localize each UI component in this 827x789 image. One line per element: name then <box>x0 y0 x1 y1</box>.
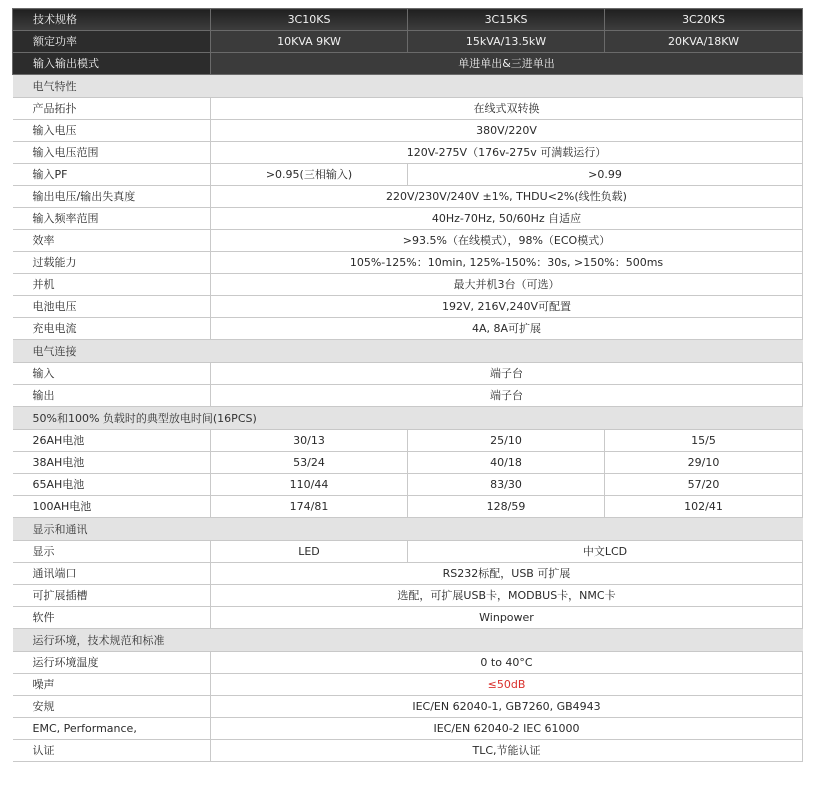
table-row <box>13 98 803 120</box>
table-row <box>13 252 803 274</box>
table-row <box>13 585 803 607</box>
rated-power-value: 15kVA/13.5kW <box>408 31 605 53</box>
row-label: 65AH电池 <box>13 474 211 496</box>
row-label: 输入电压 <box>13 120 211 142</box>
table-row <box>13 385 803 407</box>
row-label: 过载能力 <box>13 252 211 274</box>
row-value: IEC/EN 62040-1, GB7260, GB4943 <box>211 696 803 718</box>
row-value: RS232标配，USB 可扩展 <box>211 563 803 585</box>
row-label: 效率 <box>13 230 211 252</box>
model-3c10ks: 3C10KS <box>211 9 408 31</box>
section-header-electrical <box>13 75 803 98</box>
row-value: 105%-125%：10min, 125%-150%：30s, >150%：500ms <box>211 252 803 274</box>
table-row <box>13 541 803 563</box>
spec-table <box>12 8 803 762</box>
row-value: 最大并机3台（可选） <box>211 274 803 296</box>
table-row <box>13 318 803 340</box>
io-mode-label: 输入输出模式 <box>13 53 211 75</box>
table-row <box>13 696 803 718</box>
row-label: 噪声 <box>13 674 211 696</box>
table-row <box>13 208 803 230</box>
row-label: 输出 <box>13 385 211 407</box>
row-value: 220V/230V/240V ±1%, THDU<2%(线性负载) <box>211 186 803 208</box>
row-label: 运行环境温度 <box>13 652 211 674</box>
table-row <box>13 718 803 740</box>
spec-header-label: 技术规格 <box>13 9 211 31</box>
row-value: >93.5%（在线模式），98%（ECO模式） <box>211 230 803 252</box>
rated-power-row <box>13 31 803 53</box>
row-value: 4A, 8A可扩展 <box>211 318 803 340</box>
row-value: >0.95(三相输入) <box>211 164 408 186</box>
table-row <box>13 430 803 452</box>
row-label: 输出电压/输出失真度 <box>13 186 211 208</box>
row-label: EMC, Performance, <box>13 718 211 740</box>
table-row <box>13 474 803 496</box>
row-label: 充电电流 <box>13 318 211 340</box>
table-row <box>13 296 803 318</box>
row-value: 83/30 <box>408 474 605 496</box>
section-header-discharge <box>13 407 803 430</box>
noise-value: ≤50dB <box>211 674 803 696</box>
rated-power-value: 10KVA 9KW <box>211 31 408 53</box>
row-value: 174/81 <box>211 496 408 518</box>
row-value: 30/13 <box>211 430 408 452</box>
table-row <box>13 186 803 208</box>
section-title: 50%和100% 负载时的典型放电时间(16PCS) <box>13 407 803 430</box>
row-label: 安规 <box>13 696 211 718</box>
model-3c15ks: 3C15KS <box>408 9 605 31</box>
row-value: 25/10 <box>408 430 605 452</box>
row-value: 192V, 216V,240V可配置 <box>211 296 803 318</box>
row-label: 输入PF <box>13 164 211 186</box>
row-label: 电池电压 <box>13 296 211 318</box>
row-value: 端子台 <box>211 385 803 407</box>
row-value: 40/18 <box>408 452 605 474</box>
row-label: 可扩展插槽 <box>13 585 211 607</box>
table-row <box>13 740 803 762</box>
table-row <box>13 452 803 474</box>
table-row <box>13 674 803 696</box>
table-row <box>13 652 803 674</box>
section-header-environment <box>13 629 803 652</box>
section-title: 电气特性 <box>13 75 803 98</box>
row-label: 并机 <box>13 274 211 296</box>
row-label: 38AH电池 <box>13 452 211 474</box>
row-label: 输入电压范围 <box>13 142 211 164</box>
table-row <box>13 363 803 385</box>
row-value: >0.99 <box>408 164 803 186</box>
row-value: LED <box>211 541 408 563</box>
row-value: 在线式双转换 <box>211 98 803 120</box>
row-label: 产品拓扑 <box>13 98 211 120</box>
row-value: 0 to 40°C <box>211 652 803 674</box>
section-header-connection <box>13 340 803 363</box>
row-label: 通讯端口 <box>13 563 211 585</box>
table-row <box>13 120 803 142</box>
table-row <box>13 563 803 585</box>
row-label: 26AH电池 <box>13 430 211 452</box>
model-header-row <box>13 9 803 31</box>
table-row <box>13 274 803 296</box>
model-3c20ks: 3C20KS <box>605 9 803 31</box>
section-title: 电气连接 <box>13 340 803 363</box>
io-mode-value: 单进单出&三进单出 <box>211 53 803 75</box>
row-label: 显示 <box>13 541 211 563</box>
row-value: 40Hz-70Hz, 50/60Hz 自适应 <box>211 208 803 230</box>
rated-power-value: 20KVA/18KW <box>605 31 803 53</box>
row-value: TLC,节能认证 <box>211 740 803 762</box>
section-header-display <box>13 518 803 541</box>
row-value: 380V/220V <box>211 120 803 142</box>
table-row <box>13 607 803 629</box>
row-value: IEC/EN 62040-2 IEC 61000 <box>211 718 803 740</box>
section-title: 显示和通讯 <box>13 518 803 541</box>
row-value: 57/20 <box>605 474 803 496</box>
table-row <box>13 230 803 252</box>
row-value: 29/10 <box>605 452 803 474</box>
rated-power-label: 额定功率 <box>13 31 211 53</box>
row-label: 软件 <box>13 607 211 629</box>
row-value: 110/44 <box>211 474 408 496</box>
row-label: 输入 <box>13 363 211 385</box>
row-label: 输入频率范围 <box>13 208 211 230</box>
io-mode-row <box>13 53 803 75</box>
row-label: 100AH电池 <box>13 496 211 518</box>
row-value: 53/24 <box>211 452 408 474</box>
row-value: 中文LCD <box>408 541 803 563</box>
table-row <box>13 496 803 518</box>
row-value: 端子台 <box>211 363 803 385</box>
table-row <box>13 142 803 164</box>
section-title: 运行环境，技术规范和标准 <box>13 629 803 652</box>
row-value: 15/5 <box>605 430 803 452</box>
row-value: 120V-275V（176v-275v 可满载运行） <box>211 142 803 164</box>
row-value: 102/41 <box>605 496 803 518</box>
row-value: 128/59 <box>408 496 605 518</box>
table-row <box>13 164 803 186</box>
row-value: Winpower <box>211 607 803 629</box>
row-value: 选配，可扩展USB卡，MODBUS卡，NMC卡 <box>211 585 803 607</box>
row-label: 认证 <box>13 740 211 762</box>
